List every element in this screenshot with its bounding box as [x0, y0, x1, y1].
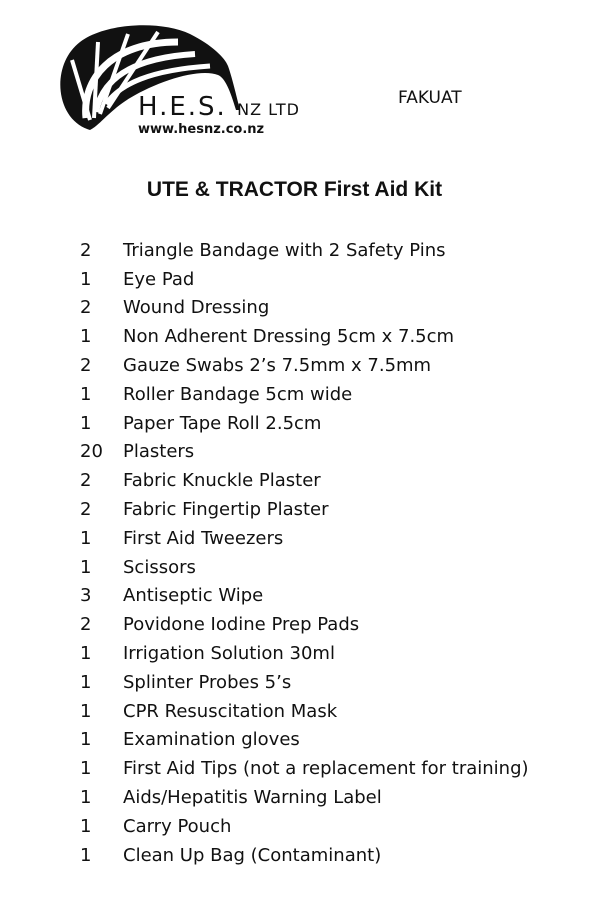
list-item: [80, 265, 529, 294]
item-quantity: 2: [80, 239, 92, 261]
item-name: Splinter Probes 5’s: [123, 671, 292, 693]
item-name: Clean Up Bag (Contaminant): [123, 844, 382, 866]
kit-contents-list: [80, 236, 529, 870]
list-item: [80, 322, 529, 351]
item-quantity: 1: [80, 729, 92, 751]
item-quantity: 1: [80, 383, 92, 405]
item-name: First Aid Tips (not a replacement for training): [123, 758, 529, 780]
item-quantity: 1: [80, 700, 92, 722]
item-name: Examination gloves: [123, 729, 300, 751]
item-name: Scissors: [123, 556, 196, 578]
item-quantity: 1: [80, 787, 92, 809]
list-item: [80, 812, 529, 841]
item-name: Aids/Hepatitis Warning Label: [123, 787, 382, 809]
item-quantity: 2: [80, 614, 92, 636]
item-quantity: 2: [80, 297, 92, 319]
list-item: [80, 754, 529, 783]
list-item: [80, 553, 529, 582]
item-name: Fabric Fingertip Plaster: [123, 499, 329, 521]
list-item: [80, 668, 529, 697]
list-item: [80, 783, 529, 812]
item-quantity: 1: [80, 326, 92, 348]
list-item: [80, 726, 529, 755]
item-quantity: 1: [80, 815, 92, 837]
website-url: www.hesnz.co.nz: [138, 122, 265, 137]
item-quantity: 1: [80, 643, 92, 665]
item-quantity: 2: [80, 470, 92, 492]
item-quantity: 3: [80, 585, 92, 607]
brand-text: H.E.S.: [138, 92, 227, 122]
list-item: [80, 495, 529, 524]
item-name: Eye Pad: [123, 268, 195, 290]
item-quantity: 2: [80, 499, 92, 521]
list-item: [80, 438, 529, 467]
brand-name: [138, 92, 300, 122]
list-item: [80, 409, 529, 438]
item-quantity: 1: [80, 556, 92, 578]
list-item: [80, 236, 529, 265]
list-item: [80, 466, 529, 495]
list-item: [80, 351, 529, 380]
company-logo: [50, 20, 300, 140]
item-name: First Aid Tweezers: [123, 527, 284, 549]
item-quantity: 1: [80, 527, 92, 549]
item-quantity: 1: [80, 268, 92, 290]
list-item: [80, 294, 529, 323]
brand-suffix: NZ LTD: [237, 100, 300, 119]
item-name: Wound Dressing: [123, 297, 270, 319]
page-title: UTE & TRACTOR First Aid Kit: [146, 178, 443, 201]
item-name: Plasters: [123, 441, 195, 463]
item-name: Non Adherent Dressing 5cm x 7.5cm: [123, 326, 455, 348]
item-name: CPR Resuscitation Mask: [123, 700, 338, 722]
list-item: [80, 582, 529, 611]
list-item: [80, 610, 529, 639]
item-name: Povidone Iodine Prep Pads: [123, 614, 360, 636]
item-name: Roller Bandage 5cm wide: [123, 383, 353, 405]
item-name: Fabric Knuckle Plaster: [123, 470, 321, 492]
list-item: [80, 524, 529, 553]
item-name: Gauze Swabs 2’s 7.5mm x 7.5mm: [123, 355, 432, 377]
item-name: Carry Pouch: [123, 815, 232, 837]
item-name: Irrigation Solution 30ml: [123, 643, 335, 665]
item-quantity: 1: [80, 412, 92, 434]
item-name: Paper Tape Roll 2.5cm: [123, 412, 322, 434]
list-item: [80, 841, 529, 870]
item-name: Antiseptic Wipe: [123, 585, 264, 607]
item-name: Triangle Bandage with 2 Safety Pins: [123, 239, 446, 261]
list-item: [80, 639, 529, 668]
item-quantity: 1: [80, 844, 92, 866]
product-code: FAKUAT: [398, 88, 462, 108]
item-quantity: 1: [80, 671, 92, 693]
item-quantity: 20: [80, 441, 103, 463]
item-quantity: 1: [80, 758, 92, 780]
item-quantity: 2: [80, 355, 92, 377]
list-item: [80, 380, 529, 409]
list-item: [80, 697, 529, 726]
